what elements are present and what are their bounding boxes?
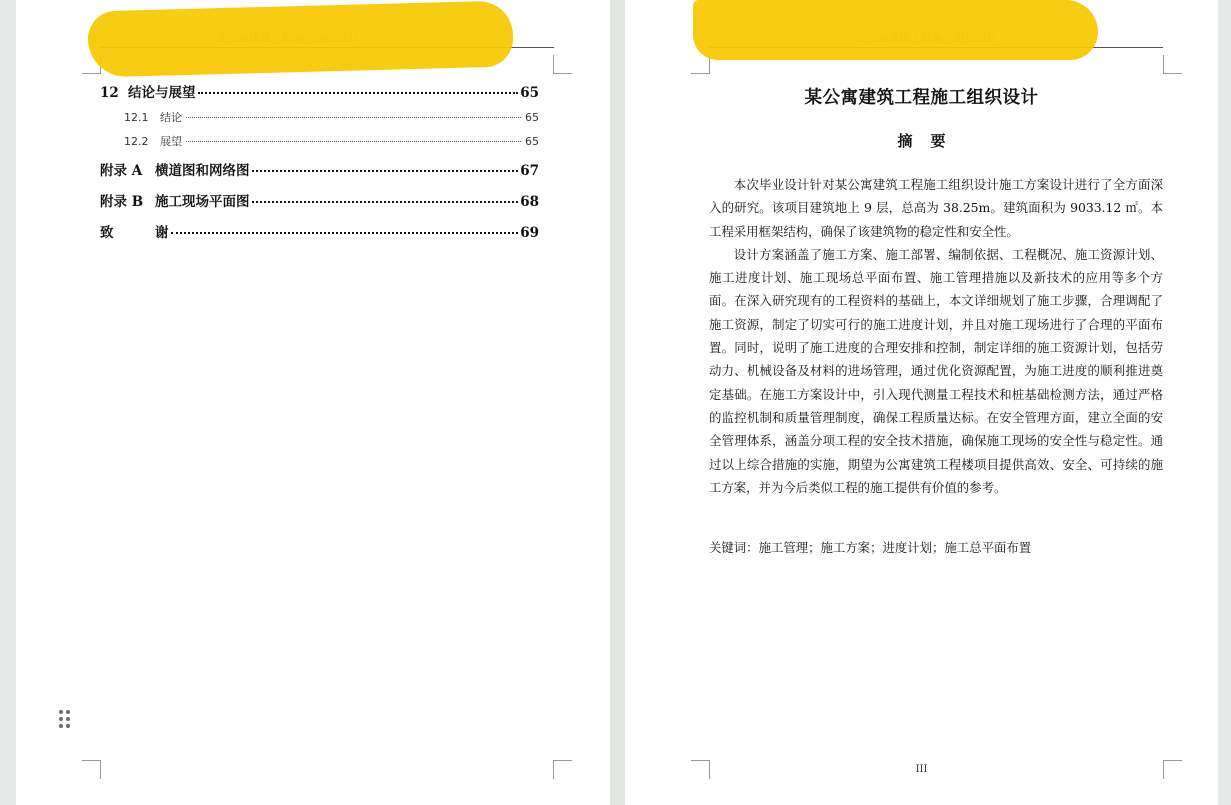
toc-entry-number: 致 xyxy=(100,225,114,241)
drag-handle-icon[interactable] xyxy=(59,710,73,730)
abstract-heading: 摘要 xyxy=(897,132,964,150)
abstract-paragraph: 设计方案涵盖了施工方案、施工部署、编制依据、工程概况、施工资源计划、施工进度计划、施工现场总平面布置、施工管理措施以及新技术的应用等多个方面。在深入研究现有的工程资料的基础上，本文详细规划了施工步骤，合理调配了施工资源，制定了切实可行的施工进度计划，并且对施工现场进行了合理的平面布置。同时，说明了施工进度的合理安排和控制，制定详细的施工资源计划，包括劳动力、机械设备及材料的进场管理，通过优化资源配置，为施工进度的顺利推进奠定基础。在施工方案设计中，引入现代测量工程技术和桩基础检测方法，通过严格的监控机制和质量管理制度，确保工程质量达标。在安全管理方面，建立全面的安全管理体系，涵盖分项工程的安全技术措施，确保施工现场的安全性与稳定性。通过以上综合措施的实施，期望为公寓建筑工程楼项目提供高效、安全、可持续的施工方案，并为今后类似工程的施工提供有价值的参考。 xyxy=(709,246,1163,495)
keywords-line xyxy=(709,538,1163,558)
toc-entry-title: 施工现场平面图 xyxy=(155,194,250,210)
toc-entry-page: 68 xyxy=(520,194,539,210)
document-title: 某公寓建筑工程施工组织设计 xyxy=(804,88,1039,108)
keywords-label: 关键词： xyxy=(709,540,759,555)
toc-entry-number: 12.2 xyxy=(124,135,149,148)
toc-entry-title: 谢 xyxy=(155,225,169,241)
toc-entry-number: 附录 A xyxy=(100,163,143,179)
toc-entry-page: 65 xyxy=(525,135,539,148)
page-number: III xyxy=(915,764,928,775)
margin-corner-top-right xyxy=(553,55,572,74)
abstract-body[interactable] xyxy=(709,173,1163,499)
yellow-highlight-mark xyxy=(87,0,514,77)
toc-entry-number: 附录 B xyxy=(100,194,144,210)
toc-entry-page: 67 xyxy=(520,163,539,179)
abstract-paragraph: 本次毕业设计针对某公寓建筑工程施工组织设计施工方案设计进行了全方面深入的研究。该项目建筑地上 9 层，总高为 38.25m。建筑面积为 9033.12 ㎡。本工程采用框架结构，确保了该建筑物的稳定性和安全性。 xyxy=(709,177,1163,239)
document-page-right[interactable] xyxy=(625,0,1218,805)
toc-entry-title: 展望 xyxy=(160,135,182,148)
toc-entry-page: 69 xyxy=(520,225,539,241)
right-gutter xyxy=(1218,0,1231,805)
toc-entry[interactable] xyxy=(100,159,539,179)
toc-entry-page: 65 xyxy=(520,85,539,101)
toc-entry[interactable] xyxy=(100,81,539,101)
margin-corner-bottom-right xyxy=(553,760,572,779)
toc-entry[interactable] xyxy=(124,133,539,149)
keywords-value: 施工管理；施工方案；进度计划；施工总平面布置 xyxy=(758,540,1032,555)
left-gutter xyxy=(0,0,16,805)
toc-entry[interactable] xyxy=(100,221,539,241)
toc-entry-page: 65 xyxy=(525,111,539,124)
page-gap xyxy=(610,0,625,805)
document-page-left[interactable] xyxy=(16,0,610,805)
toc-leader xyxy=(186,117,521,118)
toc-entry-number: 12 xyxy=(100,85,119,101)
toc-leader xyxy=(252,170,519,172)
margin-corner-top-right xyxy=(1163,55,1182,74)
toc-entry[interactable] xyxy=(100,190,539,210)
yellow-highlight-mark xyxy=(693,0,1098,60)
toc-leader xyxy=(171,232,519,234)
margin-corner-bottom-left xyxy=(82,760,101,779)
toc-leader xyxy=(252,201,519,203)
toc-leader xyxy=(186,141,521,142)
toc-entry[interactable] xyxy=(124,109,539,125)
toc-entry-title: 结论与展望 xyxy=(128,85,196,101)
toc-entry-title: 横道图和网络图 xyxy=(155,163,250,179)
toc-leader xyxy=(198,92,519,94)
toc-entry-number: 12.1 xyxy=(124,111,149,124)
toc-entry-title: 结论 xyxy=(160,111,182,124)
